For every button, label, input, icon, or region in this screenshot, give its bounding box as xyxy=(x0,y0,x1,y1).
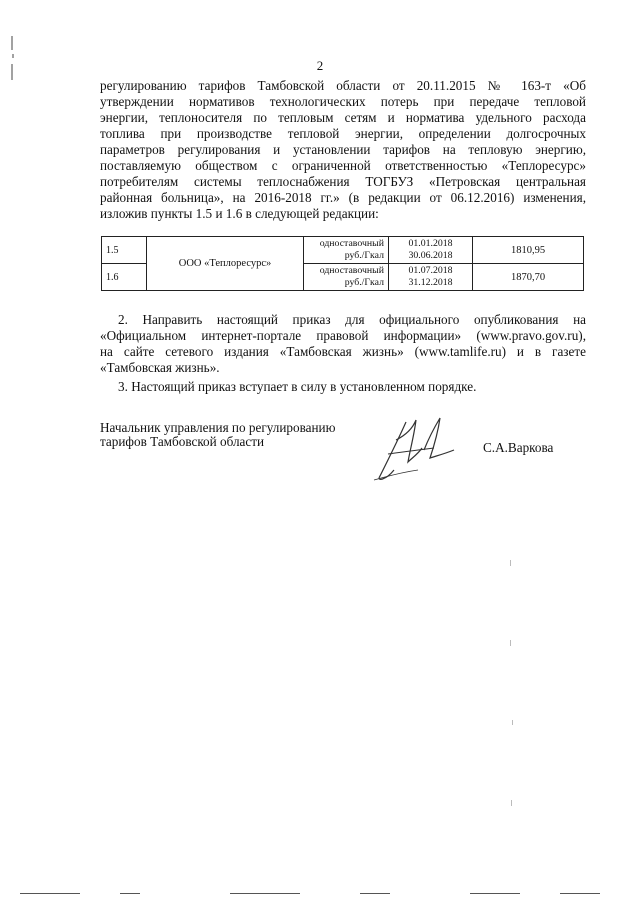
scan-edge-line xyxy=(20,893,80,894)
intro-paragraph xyxy=(100,78,586,222)
tariff-value: 1810,95 xyxy=(473,237,584,264)
scan-speck xyxy=(511,800,512,806)
intro-line: поставляемую обществом с ограниченной ответственностью «Теплоресурс» xyxy=(100,158,586,173)
paragraph-line: 2. Направить настоящий приказ для официального опубликования на xyxy=(118,312,586,327)
scan-speck xyxy=(510,640,511,646)
publication-paragraph xyxy=(100,312,586,376)
intro-line: районная больница», на 2016-2018 гг.» (в редакции от 06.12.2016) изменения, xyxy=(100,190,586,205)
paragraph-line: на сайте сетевого издания «Тамбовская жизнь» (www.tamlife.ru) и в газете xyxy=(100,344,586,359)
period-cell xyxy=(389,237,473,264)
scan-edge-line xyxy=(120,893,140,894)
intro-line: регулированию тарифов Тамбовской области от 20.11.2015 № 163-т «Об xyxy=(100,78,586,93)
tariff-type: одноставочный xyxy=(319,265,384,276)
signatory-name: С.А.Варкова xyxy=(483,440,554,455)
row-number: 1.5 xyxy=(102,237,147,264)
handwritten-signature xyxy=(368,410,468,490)
scan-speck xyxy=(510,560,511,566)
scan-edge-line xyxy=(360,893,390,894)
intro-line: потребителям системы теплоснабжения ТОГБУЗ «Петровская центральная xyxy=(100,174,586,189)
signatory-title xyxy=(100,421,335,449)
tariff-unit-cell xyxy=(304,237,389,264)
period-start: 01.01.2018 xyxy=(408,238,453,249)
intro-line: параметров регулирования и установлении тарифов на тепловую энергию, xyxy=(100,142,586,157)
effective-paragraph xyxy=(100,379,586,395)
tariff-table xyxy=(101,236,584,291)
period-cell xyxy=(389,264,473,291)
scan-speck xyxy=(512,720,513,725)
paragraph-line: 3. Настоящий приказ вступает в силу в установленном порядке. xyxy=(118,379,477,394)
scan-edge-line xyxy=(560,893,600,894)
scan-edge-line xyxy=(230,893,300,894)
row-number: 1.6 xyxy=(102,264,147,291)
scan-edge-line xyxy=(470,893,520,894)
intro-line: изложив пункты 1.5 и 1.6 в следующей редакции: xyxy=(100,206,379,221)
tariff-type: одноставочный xyxy=(319,238,384,249)
paragraph-line: «Тамбовская жизнь». xyxy=(100,360,220,375)
period-start: 01.07.2018 xyxy=(408,265,453,276)
organization-cell: ООО «Теплоресурс» xyxy=(147,237,304,291)
page-number: 2 xyxy=(316,58,324,73)
tariff-value: 1870,70 xyxy=(473,264,584,291)
intro-line: энергии, теплоносителя по тепловым сетям и норматива удельного расхода xyxy=(100,110,586,125)
signatory-title-line: тарифов Тамбовской области xyxy=(100,434,265,449)
signatory-title-line: Начальник управления по регулированию xyxy=(100,420,336,435)
intro-line: топлива при производстве тепловой энергии, определении долгосрочных xyxy=(100,126,586,141)
tariff-unit-cell xyxy=(304,264,389,291)
intro-line: утверждении нормативов технологических потерь при передаче тепловой xyxy=(100,94,586,109)
period-end: 30.06.2018 xyxy=(408,250,453,261)
period-end: 31.12.2018 xyxy=(408,277,453,288)
paragraph-line: «Официальном интернет-портале правовой информации» (www.pravo.gov.ru), xyxy=(100,328,586,343)
scan-margin-mark xyxy=(8,36,18,86)
table-row xyxy=(102,237,584,264)
tariff-unit: руб./Гкал xyxy=(344,250,384,261)
tariff-unit: руб./Гкал xyxy=(344,277,384,288)
